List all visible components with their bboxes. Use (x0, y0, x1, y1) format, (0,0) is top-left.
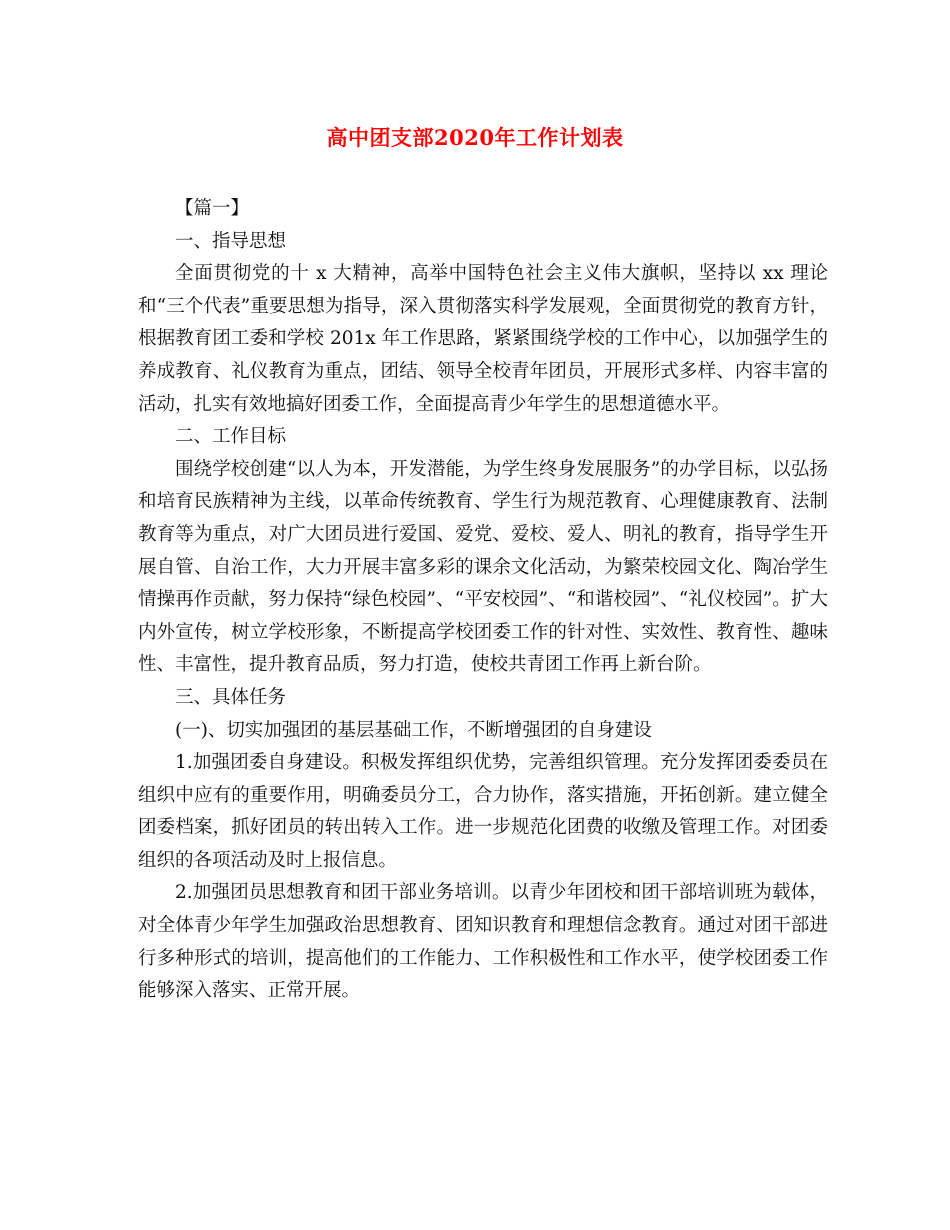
section-heading: 一、指导思想 (175, 230, 287, 252)
body-paragraph: 围绕学校创建“以人为本，开发潜能，为学生终身发展服务”的办学目标，以弘扬和培育民族精神为主线，以革命传统教育、学生行为规范教育、心理健康教育、法制教育等为重点，对广大团员进行爱国、爱党、爱校、爱人、明礼的教育，指导学生开展自管、自治工作，大力开展丰富多彩的课余文化活动，为繁荣校园文化、陶冶学生情操再作贡献，努力保持“绿色校园”、“平安校园”、“和谐校园”、“礼仪校园”。扩大内外宣传，树立学校形象，不断提高学校团委工作的针对性、实效性、教育性、趣味性、丰富性，提升教育品质，努力打造，使校共青团工作再上新台阶。 (138, 458, 828, 676)
section-heading: 二、工作目标 (175, 426, 287, 448)
body-paragraph: 2.加强团员思想教育和团干部业务培训。以青少年团校和团干部培训班为载体，对全体青少年学生加强政治思想教育、团知识教育和理想信念教育。通过对团干部进行多种形式的培训，提高他们的工作能力、工作积极性和工作水平，使学校团委工作能够深入落实、正常开展。 (138, 882, 828, 1002)
body-paragraph: 全面贯彻党的十 x 大精神，高举中国特色社会主义伟大旗帜，坚持以 xx 理论和“三个代表”重要思想为指导，深入贯彻落实科学发展观，全面贯彻党的教育方针，根据教育团工委和学校 201x 年工作思路，紧紧围绕学校的工作中心，以加强学生的养成教育、礼仪教育为重点，团结、领导全校青年团员，开展形式多样、内容丰富的活动，扎实有效地搞好团委工作，全面提高青少年学生的思想道德水平。 (138, 263, 828, 415)
document-body (138, 193, 828, 1008)
section-label: 【篇一】 (175, 198, 250, 219)
body-paragraph: 1.加强团委自身建设。积极发挥组织优势，完善组织管理。充分发挥团委委员在组织中应有的重要作用，明确委员分工，合力协作，落实措施，开拓创新。建立健全团委档案，抓好团员的转出转入工作。进一步规范化团费的收缴及管理工作。对团委组织的各项活动及时上报信息。 (138, 752, 828, 871)
document-title: 高中团支部2020年工作计划表 (326, 125, 624, 150)
subsection-heading: (一)、切实加强团的基层基础工作，不断增强团的自身建设 (175, 719, 652, 741)
section-heading: 三、具体任务 (175, 686, 287, 708)
